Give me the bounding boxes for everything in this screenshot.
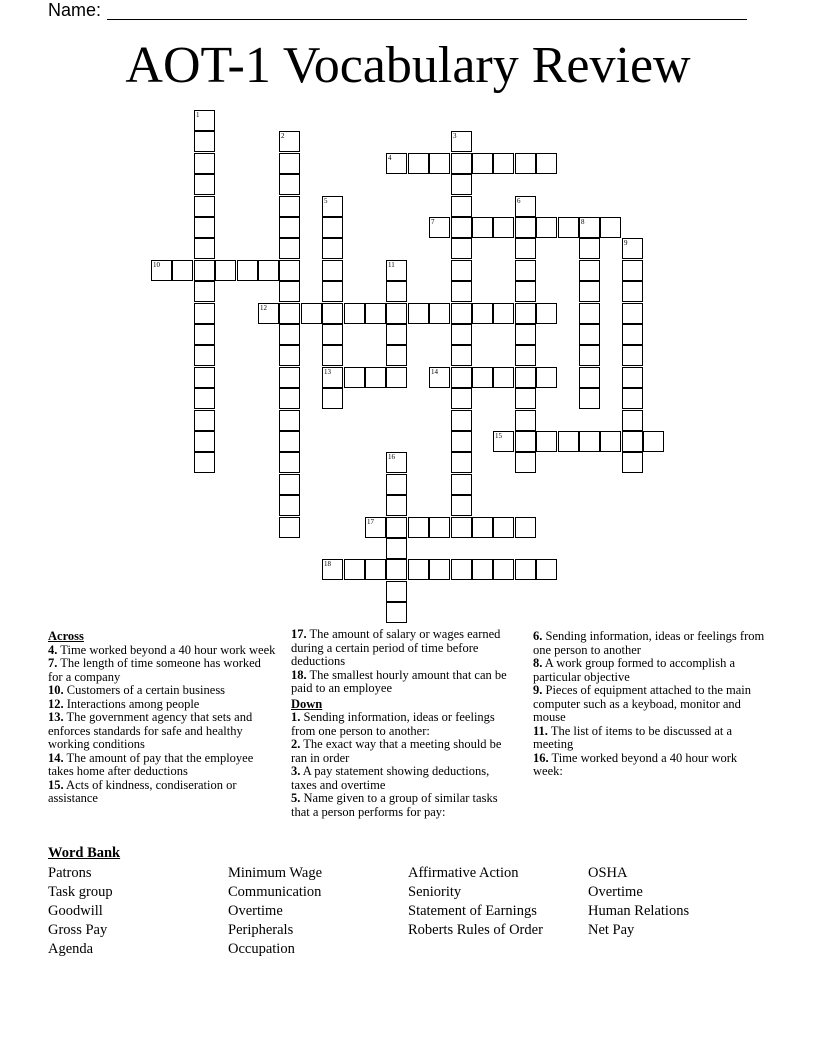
- crossword-cell[interactable]: [194, 431, 215, 452]
- crossword-cell[interactable]: [515, 388, 536, 409]
- clue-number-label: 8.: [533, 656, 543, 670]
- crossword-cell[interactable]: [344, 303, 365, 324]
- clue-text: The amount of pay that the employee takes home after deductions: [48, 750, 254, 778]
- crossword-cell[interactable]: [365, 367, 386, 388]
- word-bank-item: Gross Pay: [48, 922, 108, 938]
- crossword-cell[interactable]: [279, 388, 300, 409]
- crossword-cell[interactable]: [365, 559, 386, 580]
- clue-number-label: 13.: [48, 710, 64, 724]
- crossword-cell[interactable]: [386, 345, 407, 366]
- name-label: Name:: [48, 0, 102, 20]
- crossword-cell[interactable]: [472, 153, 493, 174]
- crossword-cell[interactable]: [622, 324, 643, 345]
- clue-number-label: 18.: [291, 667, 307, 682]
- crossword-cell[interactable]: [536, 217, 557, 238]
- crossword-cell[interactable]: [386, 324, 407, 345]
- clue-text: The exact way that a meeting should be ran in order: [291, 737, 502, 765]
- crossword-cell[interactable]: [258, 260, 279, 281]
- crossword-cell[interactable]: [279, 367, 300, 388]
- clue-number-label: 14.: [48, 750, 64, 765]
- crossword-cell[interactable]: [493, 153, 514, 174]
- crossword-cell[interactable]: [194, 410, 215, 431]
- crossword-cell[interactable]: [515, 559, 536, 580]
- crossword-cell[interactable]: [194, 324, 215, 345]
- crossword-cell[interactable]: [622, 367, 643, 388]
- word-bank-item: Agenda: [48, 941, 94, 957]
- clue-number-label: 17.: [291, 627, 307, 641]
- crossword-cell[interactable]: [451, 452, 472, 473]
- clue-text: The government agency that sets and enforces standards for safe and healthy working conditions: [48, 710, 253, 751]
- crossword-cell[interactable]: [515, 367, 536, 388]
- down-clue: [291, 765, 513, 792]
- down-clue: [291, 792, 513, 819]
- crossword-cell[interactable]: [279, 238, 300, 259]
- crossword-cell[interactable]: [622, 452, 643, 473]
- crossword-cell[interactable]: [451, 238, 472, 259]
- crossword-cell[interactable]: [386, 281, 407, 302]
- clue-number: 4: [388, 154, 392, 162]
- crossword-cell[interactable]: [386, 474, 407, 495]
- clue-text: Sending information, ideas or feelings from one person to another: [533, 629, 765, 657]
- crossword-cell[interactable]: [515, 153, 536, 174]
- crossword-cell[interactable]: [279, 345, 300, 366]
- crossword-cell[interactable]: [322, 345, 343, 366]
- crossword-cell[interactable]: [622, 431, 643, 452]
- crossword-cell[interactable]: [515, 281, 536, 302]
- crossword-cell[interactable]: [515, 217, 536, 238]
- crossword-cell[interactable]: [301, 303, 322, 324]
- clues-column-2: [291, 628, 513, 819]
- down-clue: [533, 657, 768, 684]
- crossword-cell[interactable]: [515, 452, 536, 473]
- crossword-cell[interactable]: [408, 153, 429, 174]
- crossword-cell[interactable]: [279, 431, 300, 452]
- crossword-cell[interactable]: [515, 260, 536, 281]
- word-bank-item: Statement of Earnings: [408, 903, 537, 919]
- crossword-cell[interactable]: [429, 217, 450, 238]
- clue-number: 2: [281, 132, 285, 140]
- crossword-cell[interactable]: [194, 153, 215, 174]
- crossword-cell[interactable]: [451, 495, 472, 516]
- crossword-cell[interactable]: [579, 324, 600, 345]
- crossword-cell[interactable]: [194, 367, 215, 388]
- word-bank-item: Overtime: [228, 903, 283, 919]
- across-clue: [291, 669, 513, 696]
- clue-number-label: 11.: [533, 723, 548, 738]
- clue-text: Customers of a certain business: [63, 683, 226, 697]
- crossword-cell[interactable]: [408, 559, 429, 580]
- crossword-cell[interactable]: [579, 238, 600, 259]
- clue-text: A work group formed to accomplish a particular objective: [533, 656, 736, 684]
- clue-text: A pay statement showing deductions, taxes and overtime: [291, 764, 490, 792]
- word-bank-column: [588, 864, 689, 940]
- crossword-cell[interactable]: [515, 303, 536, 324]
- clue-number: 13: [324, 368, 331, 376]
- clue-number-label: 2.: [291, 737, 301, 751]
- crossword-cell[interactable]: [322, 324, 343, 345]
- word-bank-item: Task group: [48, 884, 113, 900]
- crossword-cell[interactable]: [408, 303, 429, 324]
- word-bank-item: Patrons: [48, 865, 92, 881]
- crossword-cell[interactable]: [386, 602, 407, 623]
- crossword-cell[interactable]: [151, 260, 172, 281]
- crossword-cell[interactable]: [451, 517, 472, 538]
- clue-text: Time worked beyond a 40 hour work week:: [533, 750, 738, 778]
- crossword-cell[interactable]: [622, 260, 643, 281]
- clue-text: The length of time someone has worked for a company: [48, 656, 261, 684]
- crossword-cell[interactable]: [622, 388, 643, 409]
- crossword-cell[interactable]: [194, 303, 215, 324]
- clues-column-1: [48, 628, 276, 806]
- crossword-cell[interactable]: [451, 410, 472, 431]
- crossword-cell[interactable]: [493, 217, 514, 238]
- clue-text: Acts of kindness, condiseration or assistance: [48, 777, 237, 805]
- crossword-cell[interactable]: [515, 238, 536, 259]
- crossword-cell[interactable]: [451, 260, 472, 281]
- word-bank-item: Minimum Wage: [228, 865, 323, 881]
- crossword-cell[interactable]: [451, 345, 472, 366]
- crossword-cell[interactable]: [386, 495, 407, 516]
- crossword-cell[interactable]: [579, 367, 600, 388]
- crossword-cell[interactable]: [279, 217, 300, 238]
- crossword-cell[interactable]: [558, 431, 579, 452]
- crossword-cell[interactable]: [451, 217, 472, 238]
- crossword-cell[interactable]: [322, 559, 343, 580]
- crossword-cell[interactable]: [344, 559, 365, 580]
- crossword-cell[interactable]: [386, 559, 407, 580]
- down-clue: [533, 752, 768, 779]
- word-bank-item: Occupation: [228, 941, 295, 957]
- word-bank-item: OSHA: [588, 865, 628, 881]
- crossword-cell[interactable]: [408, 517, 429, 538]
- page-title: AOT-1 Vocabulary Review: [125, 37, 691, 94]
- clue-number-label: 9.: [533, 683, 543, 697]
- crossword-cell[interactable]: [536, 367, 557, 388]
- clue-number-label: 6.: [533, 629, 543, 643]
- clue-number: 18: [324, 560, 331, 568]
- crossword-cell[interactable]: [279, 196, 300, 217]
- clue-number: 15: [495, 432, 502, 440]
- crossword-cell[interactable]: [515, 196, 536, 217]
- crossword-cell[interactable]: [600, 217, 621, 238]
- crossword-cell[interactable]: [493, 367, 514, 388]
- across-clue: [291, 628, 513, 669]
- crossword-cell[interactable]: [322, 388, 343, 409]
- crossword-cell[interactable]: [622, 238, 643, 259]
- crossword-cell[interactable]: [579, 217, 600, 238]
- clue-number-label: 10.: [48, 683, 64, 697]
- crossword-cell[interactable]: [429, 559, 450, 580]
- crossword-cell[interactable]: [579, 303, 600, 324]
- crossword-cell[interactable]: [493, 517, 514, 538]
- crossword-cell[interactable]: [451, 559, 472, 580]
- crossword-cell[interactable]: [579, 260, 600, 281]
- clue-number-label: 12.: [48, 696, 64, 711]
- word-bank-item: Human Relations: [588, 903, 690, 919]
- crossword-cell[interactable]: [258, 303, 279, 324]
- clue-number-label: 7.: [48, 656, 58, 670]
- crossword-cell[interactable]: [279, 303, 300, 324]
- crossword-cell[interactable]: [536, 303, 557, 324]
- crossword-cell[interactable]: [493, 303, 514, 324]
- crossword-cell[interactable]: [194, 217, 215, 238]
- crossword-cell[interactable]: [279, 495, 300, 516]
- crossword-cell[interactable]: [279, 281, 300, 302]
- word-bank-item: Seniority: [408, 884, 462, 900]
- crossword-cell[interactable]: [386, 452, 407, 473]
- crossword-cell[interactable]: [515, 431, 536, 452]
- crossword-cell[interactable]: [365, 517, 386, 538]
- crossword-cell[interactable]: [322, 196, 343, 217]
- crossword-cell[interactable]: [194, 388, 215, 409]
- clue-number-label: 16.: [533, 750, 549, 765]
- crossword-cell[interactable]: [600, 431, 621, 452]
- crossword-cell[interactable]: [579, 388, 600, 409]
- word-bank-column: [48, 864, 113, 959]
- clue-number: 3: [453, 132, 457, 140]
- across-clue: [48, 711, 276, 752]
- down-clue: [291, 711, 513, 738]
- crossword-cell[interactable]: [515, 517, 536, 538]
- crossword-cell[interactable]: [643, 431, 664, 452]
- crossword-cell[interactable]: [194, 260, 215, 281]
- crossword-cell[interactable]: [493, 559, 514, 580]
- word-bank-item: Overtime: [588, 884, 643, 900]
- clue-number-label: 5.: [291, 791, 301, 805]
- across-clue: [48, 752, 276, 779]
- crossword-cell[interactable]: [194, 281, 215, 302]
- clue-text: Name given to a group of similar tasks that a person performs for pay:: [291, 791, 498, 819]
- crossword-cell[interactable]: [472, 517, 493, 538]
- crossword-cell[interactable]: [194, 238, 215, 259]
- crossword-cell[interactable]: [194, 452, 215, 473]
- crossword-cell[interactable]: [386, 581, 407, 602]
- clues-column-3: [533, 628, 768, 779]
- crossword-cell[interactable]: [322, 303, 343, 324]
- crossword-cell[interactable]: [279, 174, 300, 195]
- crossword-cell[interactable]: [279, 474, 300, 495]
- crossword-cell[interactable]: [451, 431, 472, 452]
- crossword-cell[interactable]: [429, 367, 450, 388]
- crossword-cell[interactable]: [322, 281, 343, 302]
- crossword-cell[interactable]: [322, 260, 343, 281]
- word-bank-item: Affirmative Action: [408, 865, 519, 881]
- crossword-cell[interactable]: [322, 217, 343, 238]
- crossword-cell[interactable]: [322, 367, 343, 388]
- crossword-cell[interactable]: [279, 260, 300, 281]
- across-clue: [48, 779, 276, 806]
- word-bank-column: [408, 864, 543, 940]
- crossword-cell[interactable]: [472, 303, 493, 324]
- crossword-cell[interactable]: [515, 345, 536, 366]
- crossword-cell[interactable]: [279, 153, 300, 174]
- crossword-cell[interactable]: [536, 153, 557, 174]
- clue-number-label: 15.: [48, 777, 64, 792]
- crossword-cell[interactable]: [386, 153, 407, 174]
- crossword-cell[interactable]: [622, 410, 643, 431]
- crossword-cell[interactable]: [451, 131, 472, 152]
- crossword-cell[interactable]: [194, 196, 215, 217]
- crossword-cell[interactable]: [429, 153, 450, 174]
- word-bank-heading: Word Bank: [48, 845, 121, 861]
- clue-number: 5: [324, 197, 328, 205]
- crossword-cell[interactable]: [279, 410, 300, 431]
- down-clue: [533, 725, 768, 752]
- across-clue: [48, 644, 276, 658]
- clue-number: 7: [431, 218, 435, 226]
- clue-number: 8: [581, 218, 585, 226]
- clue-number-label: 3.: [291, 764, 301, 778]
- clue-text: The amount of salary or wages earned during a certain period of time before deductions: [291, 627, 501, 668]
- crossword-cell[interactable]: [579, 345, 600, 366]
- clue-number: 11: [388, 261, 395, 269]
- clue-text: Time worked beyond a 40 hour work week: [57, 642, 276, 657]
- clue-number-label: 4.: [48, 642, 58, 657]
- clue-number-label: 1.: [291, 710, 301, 724]
- crossword-cell[interactable]: [451, 324, 472, 345]
- clue-number: 1: [196, 111, 200, 119]
- crossword-cell[interactable]: [365, 303, 386, 324]
- clue-number: 14: [431, 368, 438, 376]
- crossword-cell[interactable]: [279, 324, 300, 345]
- crossword-cell[interactable]: [386, 367, 407, 388]
- crossword-cell[interactable]: [451, 153, 472, 174]
- word-bank-item: Communication: [228, 884, 322, 900]
- word-bank: [48, 844, 690, 957]
- down-heading: Down: [291, 696, 323, 711]
- crossword-cell[interactable]: [194, 110, 215, 131]
- crossword-cell[interactable]: [279, 131, 300, 152]
- crossword-cell[interactable]: [279, 452, 300, 473]
- down-clue: [533, 684, 768, 725]
- crossword-cell[interactable]: [472, 217, 493, 238]
- clue-text: The list of items to be discussed at a meeting: [533, 723, 733, 751]
- word-bank-item: Goodwill: [48, 903, 103, 919]
- word-bank-item: Net Pay: [588, 922, 635, 938]
- clue-text: Interactions among people: [63, 696, 200, 711]
- clue-number: 12: [260, 304, 267, 312]
- across-clue: [48, 698, 276, 712]
- clue-number: 6: [517, 197, 521, 205]
- crossword-cell[interactable]: [472, 367, 493, 388]
- crossword-cell[interactable]: [386, 538, 407, 559]
- clue-number: 9: [624, 239, 628, 247]
- crossword-cell[interactable]: [579, 281, 600, 302]
- crossword-cell[interactable]: [215, 260, 236, 281]
- clue-text: Sending information, ideas or feelings from one person to another:: [291, 710, 495, 738]
- crossword-cell[interactable]: [536, 431, 557, 452]
- crossword-cell[interactable]: [429, 303, 450, 324]
- crossword-cell[interactable]: [558, 217, 579, 238]
- crossword-cell[interactable]: [344, 367, 365, 388]
- clue-number: 10: [153, 261, 160, 269]
- crossword-cell[interactable]: [515, 410, 536, 431]
- word-bank-column: [228, 864, 322, 959]
- crossword-cell[interactable]: [322, 238, 343, 259]
- crossword-cell[interactable]: [451, 303, 472, 324]
- crossword-cell[interactable]: [622, 281, 643, 302]
- word-bank-item: Peripherals: [228, 922, 294, 938]
- across-heading: Across: [48, 629, 84, 643]
- crossword-cell[interactable]: [194, 345, 215, 366]
- crossword-cell[interactable]: [386, 303, 407, 324]
- crossword-cell[interactable]: [515, 324, 536, 345]
- clue-number: 16: [388, 453, 395, 461]
- crossword-cell[interactable]: [536, 559, 557, 580]
- clue-text: The smallest hourly amount that can be paid to an employee: [291, 667, 507, 695]
- crossword-cell[interactable]: [451, 367, 472, 388]
- crossword-cell[interactable]: [172, 260, 193, 281]
- crossword-cell[interactable]: [451, 388, 472, 409]
- crossword-cell[interactable]: [579, 431, 600, 452]
- crossword-cell[interactable]: [451, 281, 472, 302]
- clue-text: Pieces of equipment attached to the main computer such as a keyboad, monitor and mouse: [533, 683, 751, 724]
- clue-number: 17: [367, 518, 374, 526]
- crossword-cell[interactable]: [386, 517, 407, 538]
- crossword-cell[interactable]: [451, 474, 472, 495]
- crossword-cell[interactable]: [237, 260, 258, 281]
- crossword-cell[interactable]: [194, 131, 215, 152]
- word-bank-item: Roberts Rules of Order: [408, 922, 543, 938]
- crossword-cell[interactable]: [279, 517, 300, 538]
- crossword-cell[interactable]: [622, 303, 643, 324]
- crossword-cell[interactable]: [622, 345, 643, 366]
- crossword-cell[interactable]: [493, 431, 514, 452]
- down-clue: [291, 738, 513, 765]
- crossword-cell[interactable]: [451, 196, 472, 217]
- crossword-cell[interactable]: [472, 559, 493, 580]
- across-clue: [48, 684, 276, 698]
- crossword-cell[interactable]: [194, 174, 215, 195]
- crossword-cell[interactable]: [429, 517, 450, 538]
- down-clue: [533, 630, 768, 657]
- crossword-cell[interactable]: [451, 174, 472, 195]
- crossword-cell[interactable]: [386, 260, 407, 281]
- across-clue: [48, 657, 276, 684]
